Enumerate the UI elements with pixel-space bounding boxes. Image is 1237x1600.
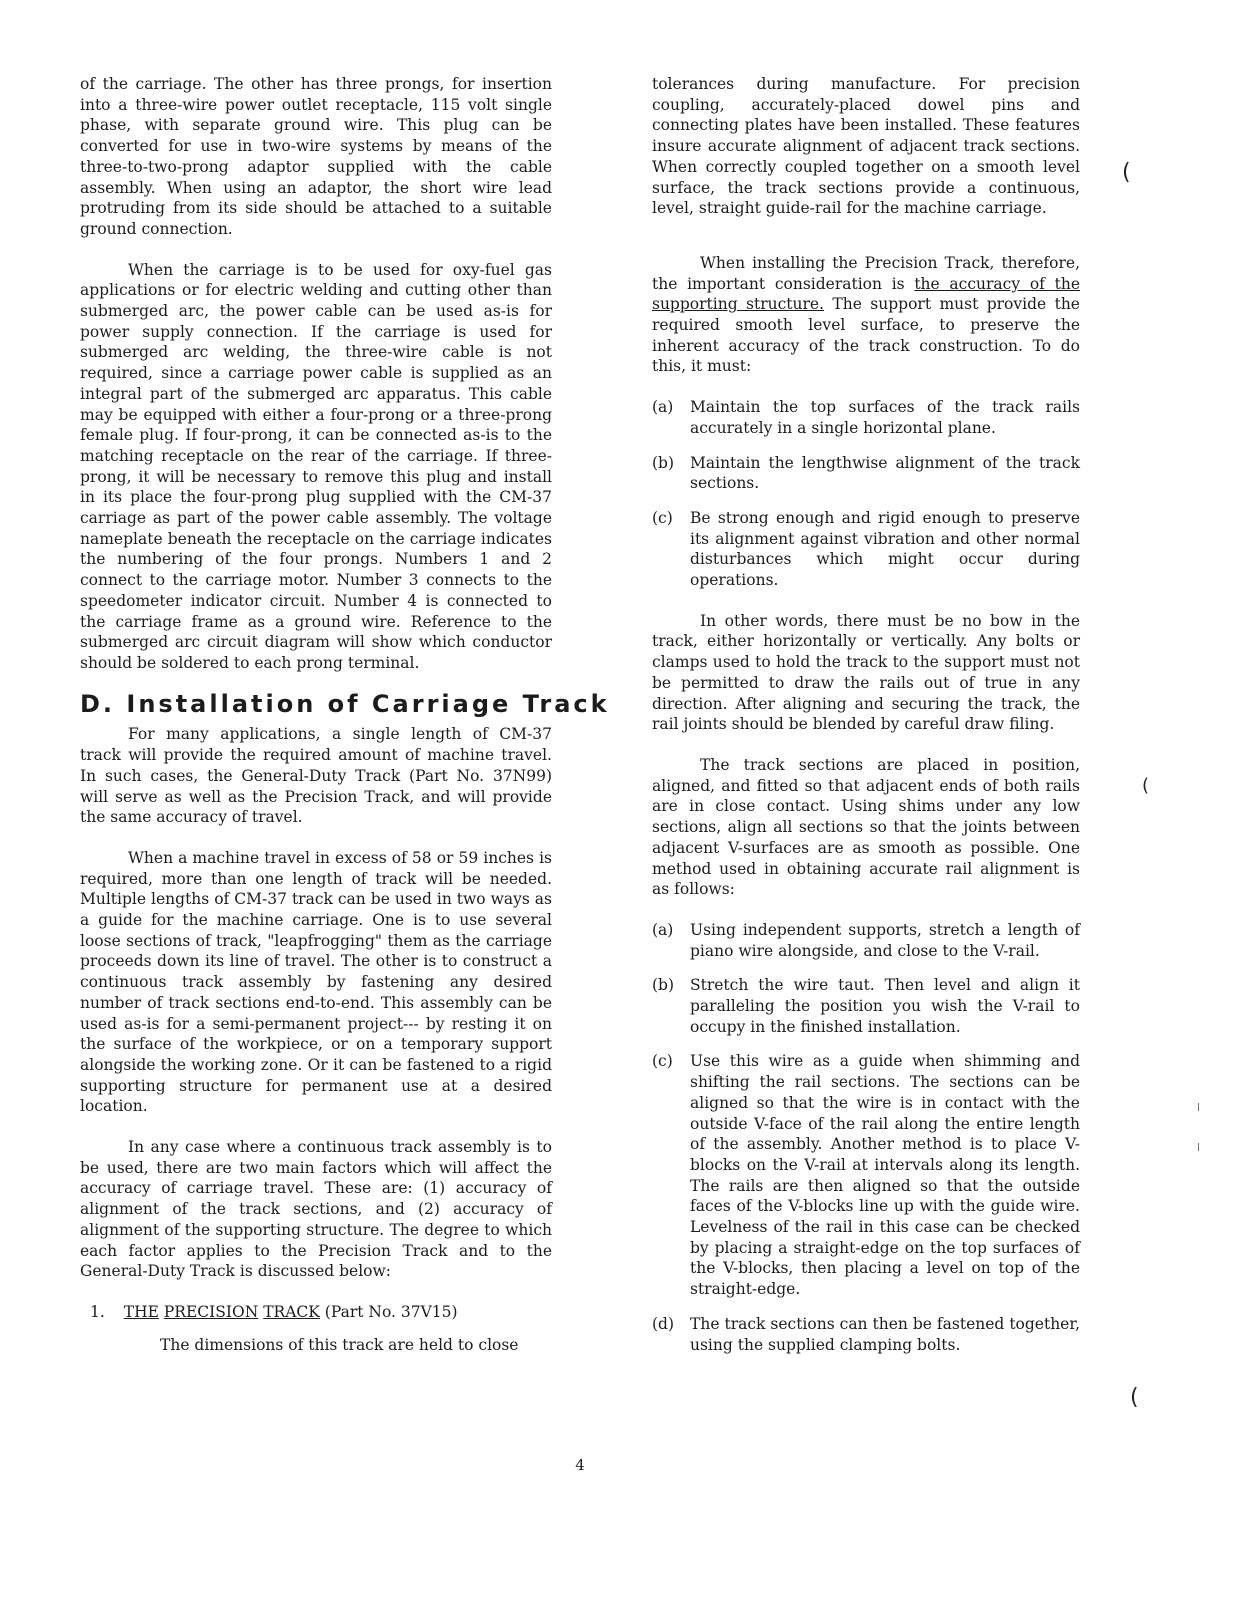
text-run: When installing the Precision Track, therefore, the important consideration is xyxy=(652,253,1080,293)
underlined-text: the accuracy of the supporting structure. xyxy=(652,274,1080,314)
text-run: The support must provide the required smooth level surface, to preserve the inherent accuracy of the track construction. To do this, it must: xyxy=(652,295,1080,376)
list-label: (b) xyxy=(652,453,675,472)
list-label: (c) xyxy=(652,1052,673,1071)
list-item xyxy=(652,920,1080,961)
list-item xyxy=(652,453,1080,494)
list-text: Stretch the wire taut. Then level and align it paralleling the position you wish the V-rail to occupy in the finished installation. xyxy=(690,976,1080,1036)
list-item xyxy=(652,508,1080,591)
list-label: (d) xyxy=(652,1314,675,1333)
list-label: (b) xyxy=(652,976,675,995)
paragraph: The track sections are placed in position, aligned, and fitted so that adjacent ends of both rails are in close contact. Using shims under any low sections, align all sections so that the joints between adjacent V-surfaces are as smooth as possible. One method used in obtaining accurate rail alignment is as follows: xyxy=(652,755,1080,899)
margin-tick xyxy=(1198,1143,1199,1151)
paragraph: In any case where a continuous track assembly is to be used, there are two main factors which will affect the accuracy of carriage travel. These are: (1) accuracy of alignment of the track sections, and (2) accuracy of alignment of the supporting structure. The degree to which each factor applies to the Precision Track and to the General-Duty Track is discussed below: xyxy=(80,1138,552,1281)
margin-mark: ( xyxy=(1130,1385,1139,1410)
margin-tick xyxy=(1198,1103,1199,1111)
left-column xyxy=(80,74,610,1355)
section-heading: D. Installation of Carriage Track xyxy=(80,689,610,718)
list-text: Using independent supports, stretch a length of piano wire alongside, and close to the V-rail. xyxy=(690,920,1080,960)
list-text: Maintain the top surfaces of the track rails accurately in a single horizontal plane. xyxy=(690,398,1080,437)
page-number: 4 xyxy=(575,1456,585,1474)
paragraph: tolerances during manufacture. For precision coupling, accurately-placed dowel pins and connecting plates have been installed. These features insure accurate alignment of adjacent track sections. When correctly coupled together on a smooth level surface, the track sections provide a continuous, level, straight guide-rail for the machine carriage. xyxy=(652,75,1080,218)
paragraph: When a machine travel in excess of 58 or 59 inches is required, more than one length of track will be needed. Multiple lengths of CM-37 track can be used in two ways as a guide for the machine carriage. One is to use several loose sections of track, "leapfrogging" them as the carriage proceeds down its line of travel. The other is to construct a continuous track assembly by fastening any desired number of track sections end-to-end. This assembly can be used as-is for a semi-permanent project--- by resting it on the surface of the workpiece, or on a temporary support alongside the working zone. Or it can be fastened to a rigid supporting structure for permanent use at a desired location. xyxy=(80,848,552,1116)
subsection-heading xyxy=(90,1302,552,1323)
paragraph: For many applications, a single length of CM-37 track will provide the required amount of machine travel. In such cases, the General-Duty Track (Part No. 37N99) will serve as well as the Precision Track, and will provide the same accuracy of travel. xyxy=(80,725,552,827)
right-column xyxy=(652,74,1080,1369)
list-item xyxy=(652,1314,1080,1355)
paragraph: In other words, there must be no bow in the track, either horizontally or vertically. Any bolts or clamps used to hold the track to the support must not be permitted to draw the rails out of true in any direction. After aligning and securing the track, the rail joints should be blended by careful draw filing. xyxy=(652,611,1080,734)
paragraph xyxy=(652,253,1080,377)
list-item xyxy=(652,1051,1080,1299)
subsection-number: 1. xyxy=(90,1302,105,1321)
list-item xyxy=(652,397,1080,438)
subsection-title-word: PRECISION xyxy=(163,1302,259,1321)
paragraph: of the carriage. The other has three prongs, for insertion into a three-wire power outlet receptacle, 115 volt single phase, with separate ground wire. This plug can be converted for use in two-wire systems by means of the three-to-two-prong adaptor supplied with the cable assembly. When using an adaptor, the short wire lead protruding from its side should be attached to a suitable ground connection. xyxy=(80,75,552,238)
list-text: The track sections can then be fastened together, using the supplied clamping bolts. xyxy=(690,1314,1080,1354)
list-text: Be strong enough and rigid enough to preserve its alignment against vibration and other normal disturbances which might occur during operations. xyxy=(690,508,1080,590)
list-label: (a) xyxy=(652,920,674,939)
subsection-title-word: TRACK xyxy=(263,1302,320,1321)
list-label: (a) xyxy=(652,398,674,417)
margin-mark: ( xyxy=(1122,160,1131,185)
list-text: Use this wire as a guide when shimming and shifting the rail sections. The sections can be aligned so that the wire is in contact with the outside V-face of the rail along the entire length of the assembly. Another method is to place V-blocks on the V-rail at intervals along its length. The rails are then aligned so that the outside faces of the V-blocks line up with the guide wire. Levelness of the rail in this case can be checked by placing a straight-edge on the top surfaces of the V-blocks, then placing a level on top of the straight-edge. xyxy=(690,1052,1080,1299)
list-label: (c) xyxy=(652,508,673,527)
list-text: Maintain the lengthwise alignment of the track sections. xyxy=(690,453,1080,493)
paragraph: The dimensions of this track are held to close xyxy=(160,1335,519,1354)
paragraph: When the carriage is to be used for oxy-fuel gas applications or for electric welding and cutting other than submerged arc, the power cable can be used as-is for power supply connection. If the carriage is used for submerged arc welding, the three-wire cable is not required, since a carriage power cable is supplied as an integral part of the submerged arc apparatus. This cable may be equipped with either a four-prong or a three-prong female plug. If four-prong, it can be connected as-is to the matching receptacle on the rear of the carriage. If three-prong, it will be necessary to remove this plug and install in its place the four-prong plug supplied with the CM-37 carriage as part of the power cable assembly. The voltage nameplate beneath the receptacle on the carriage indicates the numbering of the four prongs. Numbers 1 and 2 connect to the carriage motor. Number 3 connects to the speedometer indicator circuit. Number 4 is connected to the carriage frame as a ground wire. Reference to the submerged arc circuit diagram will show which conductor should be soldered to each prong terminal. xyxy=(80,260,552,672)
subsection-part-number: (Part No. 37V15) xyxy=(324,1302,458,1321)
subsection-title-word: THE xyxy=(123,1302,159,1321)
margin-mark: ( xyxy=(1142,775,1150,796)
list-item xyxy=(652,975,1080,1037)
